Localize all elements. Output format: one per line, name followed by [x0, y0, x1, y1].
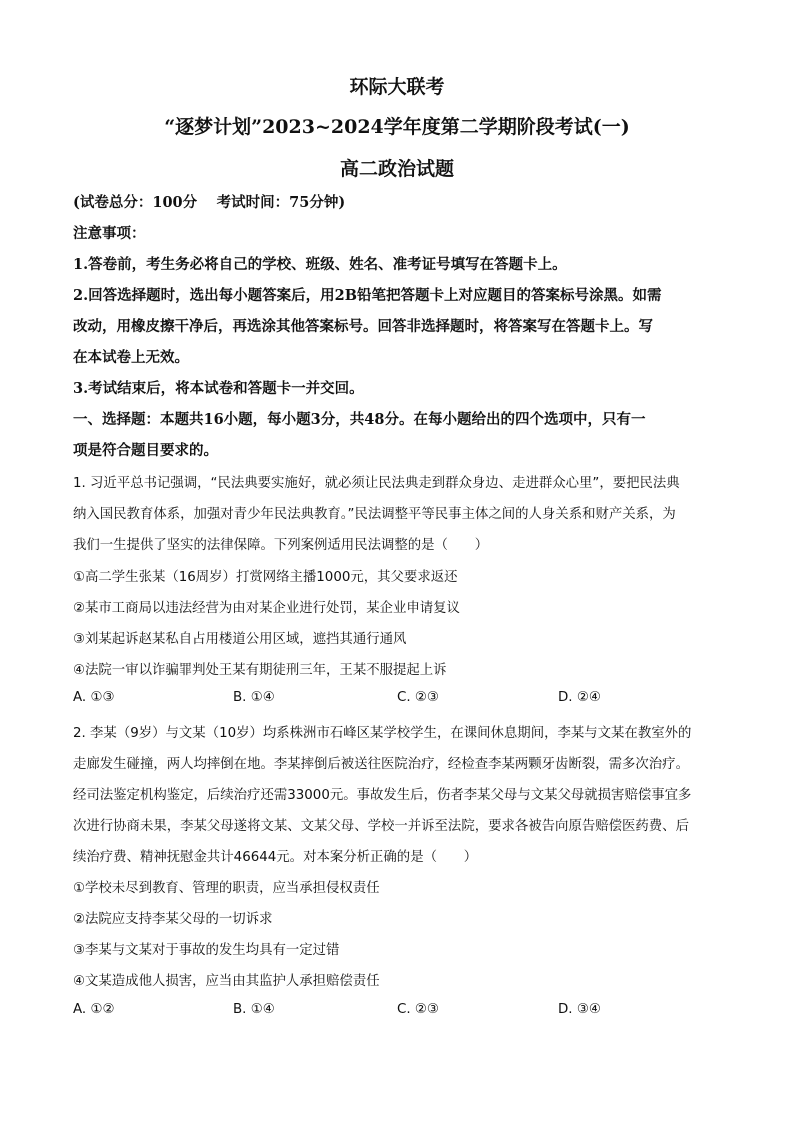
notice-item-3: 3.考试结束后，将本试卷和答题卡一并交回。 [73, 380, 364, 397]
question-1-stem-line: 1. 习近平总书记强调，“民法典要实施好，就必须让民法典走到群众身边、走进群众心里”，要把民法典 [73, 476, 680, 491]
question-1-option-b: B. ①④ [233, 690, 275, 705]
question-1-stem-line: 纳入国民教育体系，加强对青少年民法典教育。”民法调整平等民事主体之间的人身关系和财产关系，为 [73, 507, 676, 522]
question-1-statement: ③刘某起诉赵某私自占用楼道公用区域，遮挡其通行通风 [73, 632, 407, 647]
question-2-option-a: A. ①② [73, 1002, 115, 1017]
section-1-heading-line-1: 一、选择题：本题共16小题，每小题3分，共48分。在每小题给出的四个选项中，只有一 [73, 411, 646, 428]
notice-item-2-line-3: 在本试卷上无效。 [73, 349, 189, 366]
question-2-stem-line: 续治疗费、精神抚慰金共计46644元。对本案分析正确的是（ ） [73, 850, 478, 865]
question-2-statement: ②法院应支持李某父母的一切诉求 [73, 912, 273, 927]
question-2-statement: ①学校未尽到教育、管理的职责，应当承担侵权责任 [73, 881, 380, 896]
question-1-statement: ②某市工商局以违法经营为由对某企业进行处罚，某企业申请复议 [73, 601, 460, 616]
section-1-heading-line-2: 项是符合题目要求的。 [73, 442, 218, 459]
question-2-stem-line: 经司法鉴定机构鉴定，后续治疗还需33000元。事故发生后，伤者李某父母与文某父母就损害赔偿事宜多 [73, 788, 692, 803]
notice-item-2-line-2: 改动，用橡皮擦干净后，再选涂其他答案标号。回答非选择题时，将答案写在答题卡上。写 [73, 318, 653, 335]
question-1-option-c: C. ②③ [397, 690, 439, 705]
question-2-statement: ④文某造成他人损害，应当由其监护人承担赔偿责任 [73, 974, 380, 989]
question-1-stem-line: 我们一生提供了坚实的法律保障。下列案例适用民法调整的是（ ） [73, 538, 489, 553]
question-2-option-b: B. ①④ [233, 1002, 275, 1017]
question-1-option-d: D. ②④ [558, 690, 601, 705]
notice-heading: 注意事项： [73, 225, 146, 242]
notice-item-1: 1.答卷前，考生务必将自己的学校、班级、姓名、准考证号填写在答题卡上。 [73, 256, 567, 273]
question-2-stem-line: 2. 李某（9岁）与文某（10岁）均系株洲市石峰区某学校学生，在课间休息期间，李某与文某在教室外的 [73, 726, 692, 741]
question-2-statement: ③李某与文某对于事故的发生均具有一定过错 [73, 943, 340, 958]
exam-name-title: “逐梦计划”2023~2024学年度第二学期阶段考试(一) [164, 116, 630, 138]
exam-alliance-title: 环际大联考 [349, 76, 445, 98]
question-1-statement: ④法院一审以诈骗罪判处王某有期徒刑三年，王某不服提起上诉 [73, 663, 447, 678]
question-1-option-a: A. ①③ [73, 690, 115, 705]
exam-info: (试卷总分：100分 考试时间：75分钟) [73, 194, 346, 211]
question-2-option-c: C. ②③ [397, 1002, 439, 1017]
question-2-stem-line: 次进行协商未果，李某父母遂将文某、文某父母、学校一并诉至法院，要求各被告向原告赔偿医药费、后 [73, 819, 689, 834]
question-2-stem-line: 走廊发生碰撞，两人均摔倒在地。李某摔倒后被送往医院治疗，经检查李某两颗牙齿断裂，需多次治疗。 [73, 757, 689, 772]
notice-item-2-line-1: 2.回答选择题时，选出每小题答案后，用2B铅笔把答题卡上对应题目的答案标号涂黑。如需 [73, 287, 662, 304]
question-2-option-d: D. ③④ [558, 1002, 601, 1017]
question-1-statement: ①高二学生张某（16周岁）打赏网络主播1000元，其父要求返还 [73, 570, 458, 585]
subject-title: 高二政治试题 [339, 158, 454, 180]
